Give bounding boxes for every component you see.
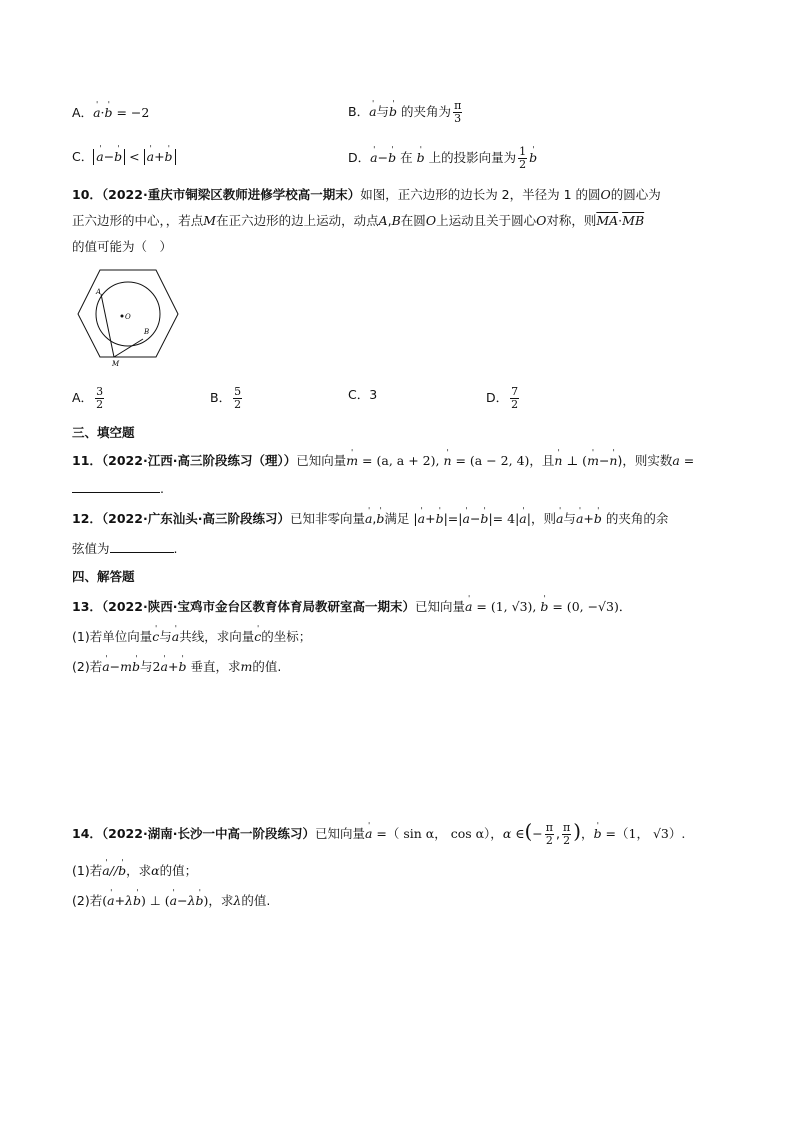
center-point: [121, 315, 124, 318]
q9-option-d: D．' a−' b 在 ' b 上的投影向量为 $\frac{1}{2}$ ' b: [348, 146, 537, 171]
q11-answer-blank[interactable]: [72, 480, 160, 493]
segment-mb: [114, 339, 143, 357]
q9-option-b: B．' a与' b 的夹角为 $\frac{\pi}{3}$: [348, 100, 464, 125]
q10-line-3: 的值可能为（ ）: [72, 239, 173, 254]
q14-sub-2: (2)若(' a+λ' b) ⊥ (' a−λ' b)，求λ的值.: [72, 892, 270, 910]
q10-option-d: D． $\frac{7}{2}$: [486, 385, 519, 411]
q14-line-1: 14．（2022·湖南·长沙一中高一阶段练习）已知向量' a =（ sin α， cos α），α ∈(− $\frac{\pi}{2}$ , $\frac{\pi}{2}$ )，' b =（1， √3）.: [72, 822, 685, 847]
q13-sub-2: (2)若' a−m' b与2' a+' b 垂直，求m的值.: [72, 658, 281, 676]
segment-ma: [101, 294, 114, 357]
q10-option-c: C．3: [348, 387, 378, 402]
q12-answer-blank[interactable]: [110, 540, 174, 553]
q11-answer-line: .: [72, 480, 164, 498]
q9-option-c: C． ' a−' b < ' a+' b: [72, 148, 176, 166]
label-o: O: [125, 313, 131, 321]
q12-line-2: 弦值为 .: [72, 541, 178, 556]
q10-line-2: 正六边形的中心，，若点M在正六边形的边上运动，动点A,B在圆O上运动且关于圆心O对称，则$\overline{MA}\cdot\overline{MB}$: [72, 213, 645, 228]
label-m: M: [112, 360, 120, 368]
q14-sub-1: (1)若' a//' b，求α的值；: [72, 862, 197, 880]
q10-line-1: 10．（2022·重庆市铜梁区教师进修学校高一期末）如图，正六边形的边长为 2，半径为 1 的圆O的圆心为: [72, 187, 661, 202]
q12-line-1: 12．（2022·广东汕头·高三阶段练习）已知非零向量' a,' b满足 |' a+' b|=|' a−' b|= 4|' a|，则' a与' a+' b 的夹角的余: [72, 510, 668, 528]
q11-line-1: 11．（2022·江西·高三阶段练习（理））已知向量' m = (a, a + 2), ' n = (a − 2, 4)，且' n ⊥ (' m−' n)，则实数a =: [72, 452, 694, 470]
q10-option-b: B． $\frac{5}{2}$: [210, 385, 242, 411]
label-a: A: [96, 288, 102, 296]
label-b: B: [144, 328, 150, 336]
q13-line-1: 13．（2022·陕西·宝鸡市金台区教育体育局教研室高一期末）已知向量' a = (1, √3), ' b = (0, −√3)．: [72, 598, 631, 616]
section-4-title: 四、解答题: [72, 569, 135, 584]
q13-sub-1: (1)若单位向量' c与' a共线，求向量' c的坐标；: [72, 628, 311, 646]
q10-option-a: A． $\frac{3}{2}$: [72, 385, 104, 411]
q9-option-a: A．' a·' b = −2: [72, 104, 149, 122]
hexagon-circle-figure: [72, 264, 184, 368]
section-3-title: 三、填空题: [72, 425, 135, 440]
